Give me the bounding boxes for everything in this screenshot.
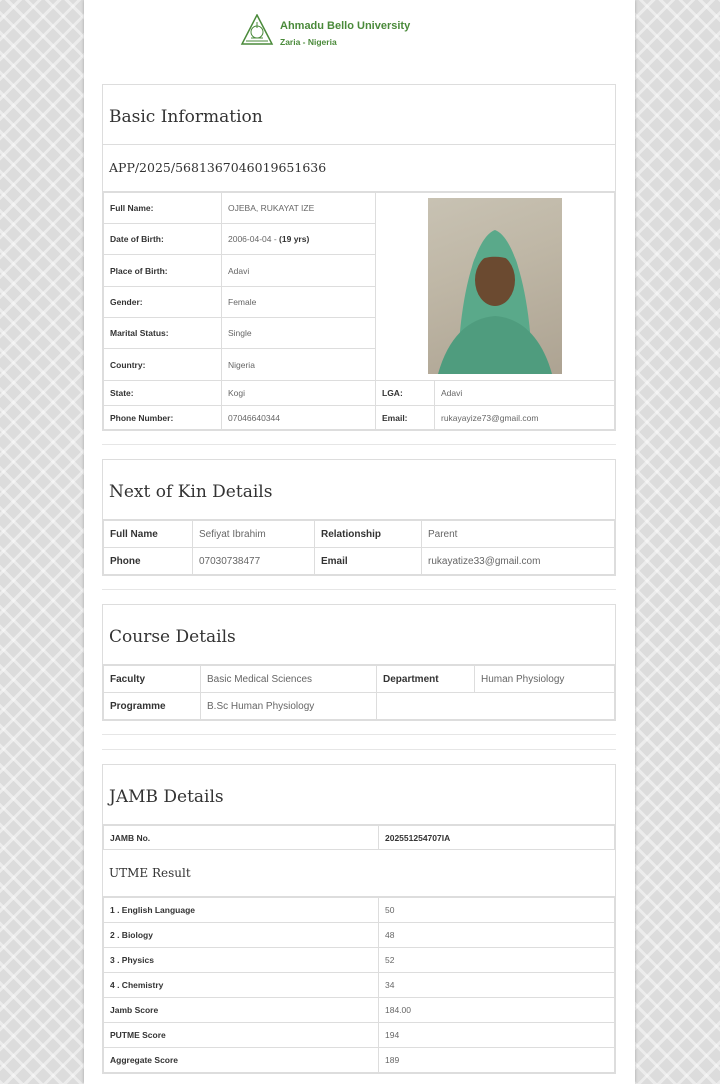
table-row bbox=[104, 666, 615, 693]
dob-cell bbox=[222, 224, 376, 255]
email-label: Email: bbox=[376, 406, 435, 430]
subject-label: 1 . English Language bbox=[104, 898, 379, 923]
subject-score: 50 bbox=[379, 898, 615, 923]
department-value: Human Physiology bbox=[475, 666, 615, 693]
basic-info-panel bbox=[102, 84, 616, 431]
gender-value: Female bbox=[222, 287, 376, 318]
page-header bbox=[240, 14, 410, 47]
subject-score: 52 bbox=[379, 948, 615, 973]
country-value: Nigeria bbox=[222, 349, 376, 381]
dob-label: Date of Birth: bbox=[104, 224, 222, 255]
applicant-photo-image bbox=[428, 198, 562, 374]
table-row bbox=[104, 826, 615, 850]
kin-phone-value: 07030738477 bbox=[193, 548, 315, 575]
country-label: Country: bbox=[104, 349, 222, 381]
course-details-title: Course Details bbox=[103, 605, 615, 665]
lga-label: LGA: bbox=[376, 381, 435, 406]
page-container bbox=[84, 0, 635, 1084]
faculty-label: Faculty bbox=[104, 666, 201, 693]
jamb-number-table bbox=[103, 825, 615, 850]
putme-score-value: 194 bbox=[379, 1023, 615, 1048]
table-row bbox=[104, 998, 615, 1023]
table-row bbox=[104, 381, 615, 406]
dob-value: 2006-04-04 - bbox=[228, 234, 280, 244]
aggregate-score-value: 189 bbox=[379, 1048, 615, 1073]
phone-value: 07046640344 bbox=[222, 406, 376, 430]
putme-score-label: PUTME Score bbox=[104, 1023, 379, 1048]
lga-value: Adavi bbox=[435, 381, 615, 406]
full-name-value: OJEBA, RUKAYAT IZE bbox=[222, 193, 376, 224]
faculty-value: Basic Medical Sciences bbox=[201, 666, 377, 693]
table-row bbox=[104, 1023, 615, 1048]
next-of-kin-table bbox=[103, 520, 615, 575]
jamb-score-value: 184.00 bbox=[379, 998, 615, 1023]
place-of-birth-label: Place of Birth: bbox=[104, 255, 222, 287]
kin-email-value: rukayatize33@gmail.com bbox=[422, 548, 615, 575]
table-row bbox=[104, 898, 615, 923]
programme-value: B.Sc Human Physiology bbox=[201, 693, 377, 720]
university-location: Zaria - Nigeria bbox=[280, 37, 337, 47]
state-label: State: bbox=[104, 381, 222, 406]
utme-result-table bbox=[103, 897, 615, 1073]
table-row bbox=[104, 1048, 615, 1073]
basic-info-title: Basic Information bbox=[103, 85, 615, 145]
subject-label: 3 . Physics bbox=[104, 948, 379, 973]
jamb-no-label: JAMB No. bbox=[104, 826, 379, 850]
divider bbox=[102, 589, 616, 590]
photo-cell bbox=[376, 193, 615, 381]
next-of-kin-panel bbox=[102, 459, 616, 576]
kin-fullname-label: Full Name bbox=[104, 521, 193, 548]
applicant-photo bbox=[428, 198, 562, 374]
kin-relationship-label: Relationship bbox=[315, 521, 422, 548]
jamb-details-title: JAMB Details bbox=[103, 765, 615, 825]
basic-info-table bbox=[103, 192, 615, 430]
subject-score: 48 bbox=[379, 923, 615, 948]
application-number: APP/2025/5681367046019651636 bbox=[103, 145, 615, 192]
state-value: Kogi bbox=[222, 381, 376, 406]
table-row bbox=[104, 521, 615, 548]
table-row bbox=[104, 548, 615, 575]
subject-label: 2 . Biology bbox=[104, 923, 379, 948]
kin-phone-label: Phone bbox=[104, 548, 193, 575]
course-details-panel bbox=[102, 604, 616, 721]
jamb-details-panel bbox=[102, 764, 616, 1074]
table-row bbox=[104, 948, 615, 973]
age-value: (19 yrs) bbox=[279, 234, 310, 244]
table-row bbox=[104, 693, 615, 720]
university-name: Ahmadu Bello University bbox=[280, 20, 411, 32]
utme-result-title: UTME Result bbox=[103, 850, 615, 897]
subject-label: 4 . Chemistry bbox=[104, 973, 379, 998]
course-details-table bbox=[103, 665, 615, 720]
kin-fullname-value: Sefiyat Ibrahim bbox=[193, 521, 315, 548]
next-of-kin-title: Next of Kin Details bbox=[103, 460, 615, 520]
table-row bbox=[104, 193, 615, 224]
department-label: Department bbox=[377, 666, 475, 693]
phone-label: Phone Number: bbox=[104, 406, 222, 430]
empty-cell bbox=[377, 693, 615, 720]
email-value: rukayayize73@gmail.com bbox=[435, 406, 615, 430]
divider bbox=[102, 444, 616, 445]
divider bbox=[102, 749, 616, 750]
full-name-label: Full Name: bbox=[104, 193, 222, 224]
marital-status-label: Marital Status: bbox=[104, 318, 222, 349]
table-row bbox=[104, 973, 615, 998]
aggregate-score-label: Aggregate Score bbox=[104, 1048, 379, 1073]
table-row bbox=[104, 406, 615, 430]
table-row bbox=[104, 923, 615, 948]
subject-score: 34 bbox=[379, 973, 615, 998]
programme-label: Programme bbox=[104, 693, 201, 720]
place-of-birth-value: Adavi bbox=[222, 255, 376, 287]
kin-relationship-value: Parent bbox=[422, 521, 615, 548]
marital-status-value: Single bbox=[222, 318, 376, 349]
jamb-no-value: 202551254707IA bbox=[379, 826, 615, 850]
divider bbox=[102, 734, 616, 735]
university-logo-icon bbox=[240, 14, 274, 46]
kin-email-label: Email bbox=[315, 548, 422, 575]
gender-label: Gender: bbox=[104, 287, 222, 318]
jamb-score-label: Jamb Score bbox=[104, 998, 379, 1023]
